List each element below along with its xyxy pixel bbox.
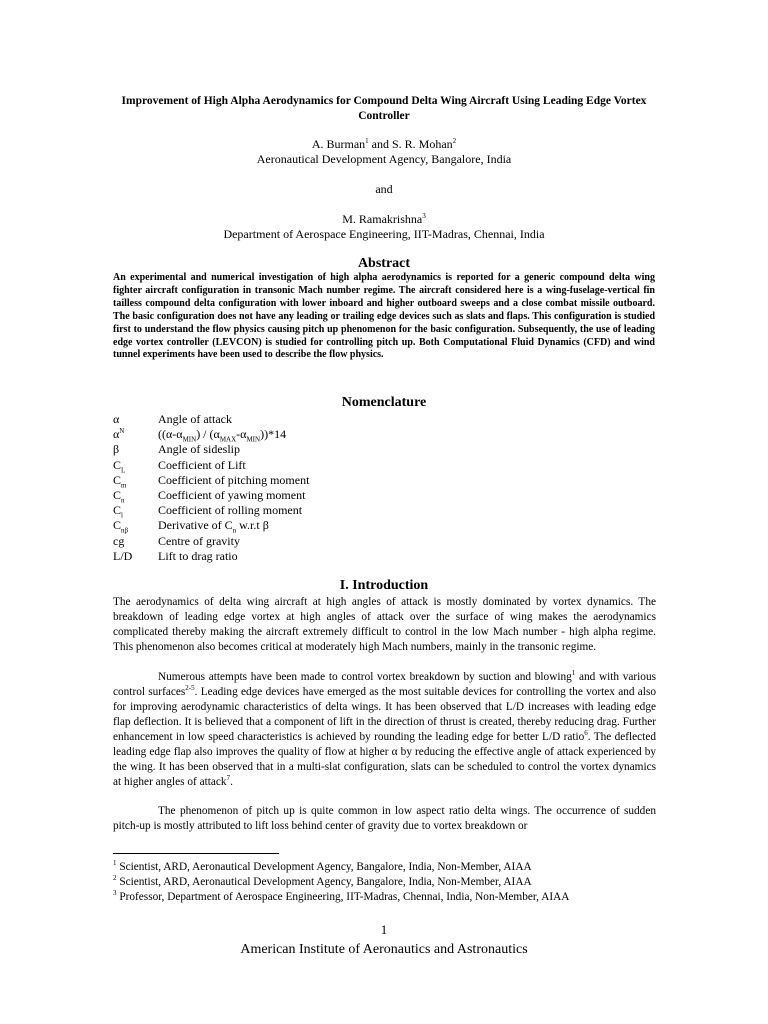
footnote-marker-3: 3 [113,889,117,898]
intro-p2-part-e: . [230,776,233,788]
intro-p2-part-a: Numerous attempts have been made to control vortex breakdown by suction and blowing [158,671,572,683]
affiliation-marker-2: 2 [452,137,457,145]
citation-7: 7 [226,774,231,783]
author-joiner: and [368,137,392,151]
paper-title: Improvement of High Alpha Aerodynamics for Compound Delta Wing Aircraft Using Leading Edge Vortex Controller [121,95,647,122]
nomenclature-definition: Coefficient of pitching moment [158,472,310,487]
intro-paragraph-1: The aerodynamics of delta wing aircraft at high angles of attack is mostly dominated by vortex dynamics. The breakdown of leading edge vortex at high angles of attack over the surface of wing makes the aerodynamics complicated thereby making the aircraft extremely difficult to control in the low Mach number - high alpha regime. This phenomenon also becomes critical at moderately high Mach numbers, mainly in the transonic regime. [113,596,656,653]
nomenclature-definition: Coefficient of yawing moment [158,488,306,502]
authors-line-1 [0,137,768,152]
nomenclature-symbol: β [113,442,120,457]
citation-1: 1 [571,669,576,678]
nomenclature-definition: Derivative of $C_n$ w.r.t β [158,518,269,535]
introduction-heading: I. Introduction [339,578,429,593]
affiliation-1: Aeronautical Development Agency, Bangalore, India [256,152,512,166]
intro-p2-part-c: . Leading edge devices have emerged as the most suitable devices for controlling the vortex and also for improving aerodynamic characteristics of delta wings. It has been observed that L/D increases with leading edge flap deflection. It is believed that a component of lift in the direction of thrust is created, thereby reducing drag. Further enhancement in low speed characteristics is achieved by rounding the leading edge for better L/D ratio [113,686,656,743]
footnote-marker-1: 1 [113,859,117,868]
nomenclature-definition: Coefficient of rolling moment [158,503,303,518]
intro-paragraph-2 [113,670,656,790]
nomenclature-symbol: cg [113,533,125,548]
authors-line-2 [0,212,768,227]
footnote-marker-2: 2 [113,874,117,883]
abstract-heading: Abstract [357,256,411,271]
affiliation-marker-1: 1 [365,137,369,145]
nomenclature-definition: Angle of attack [158,412,232,426]
and-separator: and [375,182,393,196]
nomenclature-symbol: $C_l$ [113,503,123,520]
footnote-3 [113,890,569,905]
nomenclature-heading: Nomenclature [341,395,427,410]
footnote-text-2: Scientist, ARD, Aeronautical Development Agency, Bangalore, India, Non-Member, AIAA [116,876,532,888]
nomenclature-definition: Centre of gravity [158,533,240,548]
page-number: 1 [380,922,388,937]
nomenclature-definition: Angle of sideslip [158,442,240,457]
intro-paragraph-3: The phenomenon of pitch up is quite common in low aspect ratio delta wings. The occurrence of sudden pitch-up is mostly attributed to lift loss behind center of gravity due to vortex breakdown or [113,805,656,832]
nomenclature-symbol: $C_{n\beta}$ [113,518,129,535]
footnote-text-3: Professor, Department of Aerospace Engineering, IIT-Madras, Chennai, India, Non-Member, AIAA [116,891,570,903]
intro-p2-part-b: and with various control surfaces [113,671,657,698]
abstract-text: An experimental and numerical investigation of high alpha aerodynamics is reported for a generic compound delta wing fighter aircraft configuration in transonic Mach number regime. The aircraft considered here is a wing-fuselage-vertical fin tailless compound delta configuration with lower inboard and higher outboard sweeps and a close combat missile outboard. The basic configuration does not have any leading or trailing edge devices such as slats and flaps. This configuration is studied first to understand the flow physics causing pitch up phenomenon for the basic configuration. Subsequently, the use of leading edge vortex controller (LEVCON) is studied for controlling pitch up. Both Computational Fluid Dynamics (CFD) and wind tunnel experiments have been used to describe the flow physics. [113,272,655,361]
citation-6: 6 [584,729,588,738]
footnote-divider [113,853,279,854]
affiliation-marker-3: 3 [422,212,426,220]
nomenclature-symbol: α [113,412,120,426]
affiliation-2: Department of Aerospace Engineering, IIT-Madras, Chennai, India [223,227,545,241]
author-mohan: S. R. Mohan [391,137,453,151]
nomenclature-symbol: $C_n$ [113,488,125,505]
footnote-2 [113,875,532,890]
nomenclature-symbol: $C_L$ [113,457,126,474]
intro-p2-part-d: . The deflected leading edge flap also improves the quality of flow at higher α by reducing the effective angle of attack experienced by the wing. It has been observed that in a multi-slat configuration, slats can be scheduled to control the vortex dynamics at higher angles of attack [113,731,656,788]
nomenclature-definition: Coefficient of Lift [158,457,246,472]
citation-2-5: 2-5 [185,684,195,693]
nomenclature-symbol: L/D [113,548,133,563]
nomenclature-definition: $((\alpha-\alpha_{MIN}) / (\alpha_{MAX}-\alpha_{MIN}))*14$ [158,427,287,444]
page-footer: American Institute of Aeronautics and Astronautics [240,942,528,957]
nomenclature-symbol: $C_m$ [113,472,127,490]
footnote-1 [113,860,532,875]
footnote-text-1: Scientist, ARD, Aeronautical Development Agency, Bangalore, India, Non-Member, AIAA [116,861,532,873]
author-ramakrishna: M. Ramakrishna [342,212,423,226]
author-burman: A. Burman [311,137,366,151]
nomenclature-definition: Lift to drag ratio [158,548,238,563]
nomenclature-symbol: $\alpha^N$ [113,427,125,442]
